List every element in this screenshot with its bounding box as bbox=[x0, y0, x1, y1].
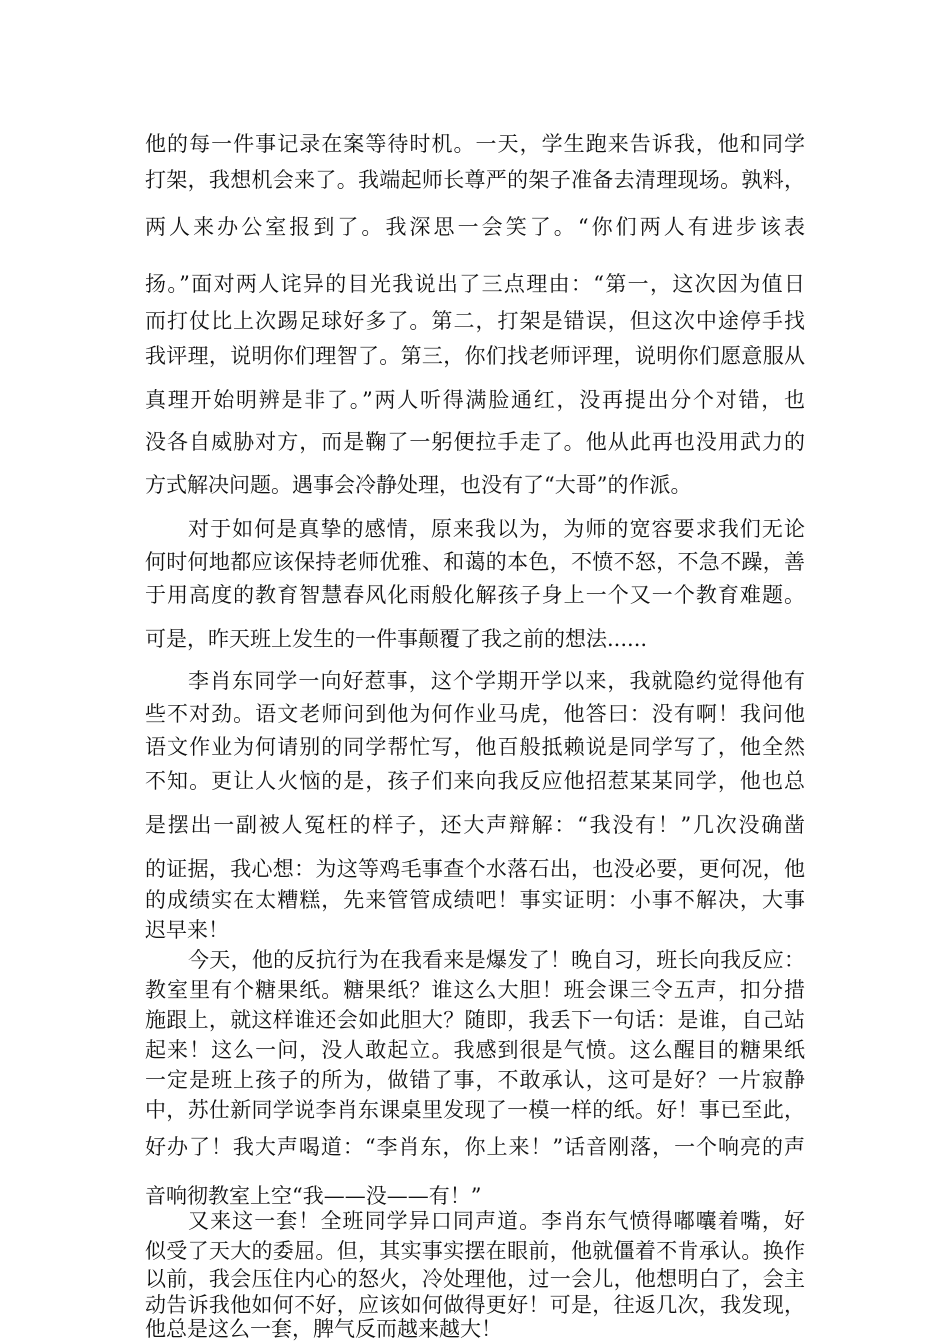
text-line: 好办了！我大声喝道：“李肖东，你上来！”话音刚落，一个响亮的声 bbox=[145, 1135, 805, 1159]
text-line: 的证据，我心想：为这等鸡毛事查个水落石出，也没必要，更何况，他 bbox=[145, 857, 805, 881]
text-line: 两人来办公室报到了。我深思一会笑了。“你们两人有进步该表 bbox=[145, 215, 805, 239]
text-line: 施跟上，就这样谁还会如此胆大？随即，我丢下一句话：是谁，自己站 bbox=[145, 1008, 805, 1032]
text-line: 他的每一件事记录在案等待时机。一天，学生跑来告诉我，他和同学 bbox=[145, 132, 805, 156]
text-line: 李肖东同学一向好惹事，这个学期开学以来，我就隐约觉得他有 bbox=[188, 669, 805, 693]
text-line: 不知。更让人火恼的是，孩子们来向我反应他招惹某某同学，他也总 bbox=[145, 769, 805, 793]
text-line: 没各自威胁对方，而是鞠了一躬便拉手走了。他从此再也没用武力的 bbox=[145, 430, 805, 454]
text-line: 而打仗比上次踢足球好多了。第二，打架是错误，但这次中途停手找 bbox=[145, 309, 805, 333]
text-line: 打架，我想机会来了。我端起师长尊严的架子准备去清理现场。孰料， bbox=[145, 168, 805, 192]
text-line: 可是，昨天班上发生的一件事颠覆了我之前的想法...... bbox=[145, 627, 648, 651]
text-line: 真理开始明辨是非了。”两人听得满脸通红，没再提出分个对错，也 bbox=[145, 388, 805, 412]
text-line: 动告诉我他如何不好，应该如何做得更好！可是，往返几次，我发现， bbox=[145, 1293, 805, 1317]
text-line: 教室里有个糖果纸。糖果纸？谁这么大胆！班会课三令五声，扣分措 bbox=[145, 978, 805, 1002]
text-line: 今天，他的反抗行为在我看来是爆发了！晚自习，班长向我反应： bbox=[188, 948, 805, 972]
text-line: 于用高度的教育智慧春风化雨般化解孩子身上一个又一个教育难题。 bbox=[145, 583, 805, 607]
text-line: 似受了天大的委屈。但，其实事实摆在眼前，他就僵着不肯承认。换作 bbox=[145, 1239, 805, 1263]
text-line: 音响彻教室上空“我——没——有！” bbox=[145, 1184, 482, 1208]
text-line: 的成绩实在太糟糕，先来管管成绩吧！事实证明：小事不解决，大事 bbox=[145, 888, 805, 912]
text-line: 是摆出一副被人冤枉的样子，还大声辩解：“我没有！”几次没确凿 bbox=[145, 813, 805, 837]
text-line: 扬。”面对两人诧异的目光我说出了三点理由：“第一，这次因为值日 bbox=[145, 272, 805, 296]
text-line: 以前，我会压住内心的怒火，冷处理他，过一会儿，他想明白了，会主 bbox=[145, 1267, 805, 1291]
text-line: 他总是这么一套，脾气反而越来越大！ bbox=[145, 1317, 502, 1341]
text-line: 起来！这么一问，没人敢起立。我感到很是气愤。这么醒目的糖果纸 bbox=[145, 1038, 805, 1062]
text-line: 对于如何是真挚的感情，原来我以为，为师的宽容要求我们无论 bbox=[188, 517, 805, 541]
text-line: 迟早来！ bbox=[145, 918, 229, 942]
text-line: 些不对劲。语文老师问到他为何作业马虎，他答曰：没有啊！我问他 bbox=[145, 702, 805, 726]
text-line: 我评理，说明你们理智了。第三，你们找老师评理，说明你们愿意服从 bbox=[145, 344, 805, 368]
text-line: 方式解决问题。遇事会冷静处理，也没有了“大哥”的作派。 bbox=[145, 473, 692, 497]
text-line: 语文作业为何请别的同学帮忙写，他百般抵赖说是同学写了，他全然 bbox=[145, 735, 805, 759]
text-line: 何时何地都应该保持老师优雅、和蔼的本色，不愤不怒，不急不躁，善 bbox=[145, 550, 805, 574]
text-line: 一定是班上孩子的所为，做错了事，不敢承认，这可是好？一片寂静 bbox=[145, 1068, 805, 1092]
text-line: 又来这一套！全班同学异口同声道。李肖东气愤得嘟囔着嘴，好 bbox=[188, 1209, 805, 1233]
text-line: 中，苏仕新同学说李肖东课桌里发现了一模一样的纸。好！事已至此， bbox=[145, 1098, 805, 1122]
